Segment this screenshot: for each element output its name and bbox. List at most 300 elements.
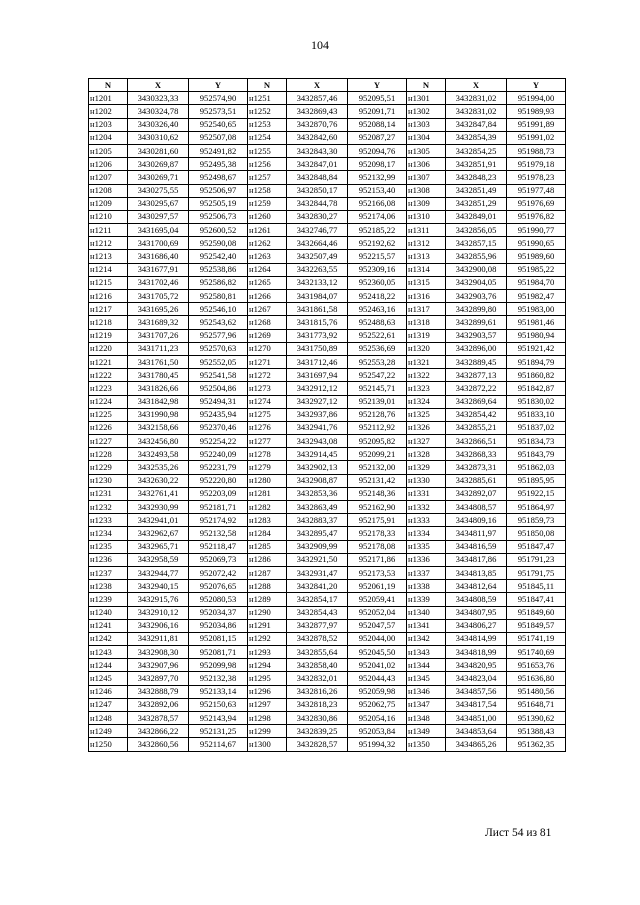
table-cell-y-coordinate: 952240,09 [189,448,248,461]
table-cell-x-coordinate: 3432888,79 [128,685,189,698]
table-cell-y-coordinate: 952081,71 [189,646,248,659]
table-cell-y-coordinate: 951979,18 [507,158,566,171]
table-cell-x-coordinate: 3432842,60 [287,131,348,144]
table-cell-x-coordinate: 3434817,86 [446,553,507,566]
table-cell-point-id: н1329 [407,461,446,474]
table-cell-point-id: н1335 [407,540,446,553]
table-cell-y-coordinate: 952091,71 [348,105,407,118]
table-cell-point-id: н1342 [407,632,446,645]
table-cell-point-id: н1325 [407,408,446,421]
table-row [89,290,566,303]
table-cell-point-id: н1302 [407,105,446,118]
table-cell-point-id: н1326 [407,421,446,434]
table-header-row [89,79,566,92]
table-cell-x-coordinate: 3431686,40 [128,250,189,263]
table-cell-point-id: н1226 [89,421,128,434]
table-cell-y-coordinate: 952098,17 [348,158,407,171]
table-cell-x-coordinate: 3434808,59 [446,593,507,606]
table-cell-y-coordinate: 952081,15 [189,632,248,645]
table-cell-point-id: н1290 [248,606,287,619]
table-cell-y-coordinate: 951862,03 [507,461,566,474]
table-cell-x-coordinate: 3432830,86 [287,712,348,725]
table-row [89,435,566,448]
table-row [89,369,566,382]
table-cell-x-coordinate: 3434853,64 [446,725,507,738]
table-cell-point-id: н1229 [89,461,128,474]
table-cell-y-coordinate: 951984,70 [507,276,566,289]
table-cell-point-id: н1308 [407,184,446,197]
table-cell-x-coordinate: 3431689,32 [128,316,189,329]
table-cell-x-coordinate: 3432854,39 [446,131,507,144]
table-cell-point-id: н1210 [89,210,128,223]
table-cell-y-coordinate: 952192,62 [348,237,407,250]
table-row [89,527,566,540]
table-cell-y-coordinate: 951991,02 [507,131,566,144]
table-cell-y-coordinate: 951864,97 [507,501,566,514]
table-row [89,224,566,237]
table-cell-y-coordinate: 952546,10 [189,303,248,316]
table-cell-x-coordinate: 3432857,46 [287,92,348,105]
table-cell-y-coordinate: 951842,87 [507,382,566,395]
table-cell-point-id: н1293 [248,646,287,659]
table-cell-point-id: н1257 [248,171,287,184]
table-cell-y-coordinate: 952099,98 [189,659,248,672]
table-cell-point-id: н1332 [407,501,446,514]
table-cell-y-coordinate: 952178,33 [348,527,407,540]
table-cell-x-coordinate: 3432872,22 [446,382,507,395]
table-row [89,382,566,395]
table-cell-point-id: н1299 [248,725,287,738]
table-cell-point-id: н1312 [407,237,446,250]
table-cell-point-id: н1324 [407,395,446,408]
table-cell-y-coordinate: 951988,73 [507,144,566,157]
table-cell-point-id: н1215 [89,276,128,289]
table-cell-y-coordinate: 952053,84 [348,725,407,738]
table-cell-y-coordinate: 952145,71 [348,382,407,395]
table-cell-x-coordinate: 3432895,47 [287,527,348,540]
table-cell-point-id: н1349 [407,725,446,738]
table-cell-x-coordinate: 3431695,04 [128,224,189,237]
table-cell-y-coordinate: 951390,62 [507,712,566,725]
table-cell-x-coordinate: 3434865,26 [446,738,507,751]
table-cell-point-id: н1256 [248,158,287,171]
table-cell-x-coordinate: 3434857,56 [446,685,507,698]
table-row [89,738,566,751]
table-cell-point-id: н1327 [407,435,446,448]
table-cell-point-id: н1219 [89,329,128,342]
table-cell-point-id: н1224 [89,395,128,408]
table-cell-point-id: н1211 [89,224,128,237]
table-cell-y-coordinate: 951994,32 [348,738,407,751]
table-row [89,461,566,474]
table-cell-y-coordinate: 952506,73 [189,210,248,223]
table-cell-point-id: н1218 [89,316,128,329]
table-cell-point-id: н1250 [89,738,128,751]
table-row [89,144,566,157]
table-cell-point-id: н1305 [407,144,446,157]
column-header-y: Y [189,79,248,92]
table-row [89,725,566,738]
table-cell-x-coordinate: 3432902,13 [287,461,348,474]
table-cell-y-coordinate: 952062,75 [348,698,407,711]
table-cell-x-coordinate: 3432915,76 [128,593,189,606]
table-cell-x-coordinate: 3432858,40 [287,659,348,672]
table-cell-point-id: н1303 [407,118,446,131]
table-cell-point-id: н1225 [89,408,128,421]
table-cell-x-coordinate: 3432832,01 [287,672,348,685]
table-cell-point-id: н1241 [89,619,128,632]
table-cell-y-coordinate: 952573,51 [189,105,248,118]
table-cell-x-coordinate: 3432857,15 [446,237,507,250]
table-cell-y-coordinate: 952504,86 [189,382,248,395]
table-cell-y-coordinate: 951989,93 [507,105,566,118]
table-cell-point-id: н1201 [89,92,128,105]
table-cell-point-id: н1278 [248,448,287,461]
table-cell-x-coordinate: 3432863,49 [287,501,348,514]
table-cell-x-coordinate: 3432860,56 [128,738,189,751]
table-cell-x-coordinate: 3432878,57 [128,712,189,725]
table-cell-point-id: н1347 [407,698,446,711]
table-cell-x-coordinate: 3434813,85 [446,566,507,579]
table-cell-point-id: н1344 [407,659,446,672]
table-cell-x-coordinate: 3431705,72 [128,290,189,303]
table-cell-y-coordinate: 952133,14 [189,685,248,698]
table-cell-point-id: н1286 [248,553,287,566]
table-cell-point-id: н1289 [248,593,287,606]
table-cell-y-coordinate: 952139,01 [348,395,407,408]
table-cell-y-coordinate: 952041,02 [348,659,407,672]
table-cell-x-coordinate: 3434807,95 [446,606,507,619]
table-cell-point-id: н1319 [407,329,446,342]
table-cell-point-id: н1294 [248,659,287,672]
table-row [89,593,566,606]
table-cell-point-id: н1320 [407,342,446,355]
table-row [89,606,566,619]
table-cell-point-id: н1237 [89,566,128,579]
table-cell-point-id: н1268 [248,316,287,329]
table-cell-x-coordinate: 3432911,81 [128,632,189,645]
table-cell-point-id: н1313 [407,250,446,263]
table-row [89,237,566,250]
table-cell-y-coordinate: 952220,80 [189,474,248,487]
table-cell-y-coordinate: 951990,65 [507,237,566,250]
table-cell-y-coordinate: 952069,73 [189,553,248,566]
table-cell-x-coordinate: 3432937,86 [287,408,348,421]
table-cell-point-id: н1292 [248,632,287,645]
table-cell-y-coordinate: 952114,67 [189,738,248,751]
table-cell-x-coordinate: 3432892,06 [128,698,189,711]
table-cell-x-coordinate: 3432855,96 [446,250,507,263]
table-row [89,514,566,527]
table-cell-point-id: н1310 [407,210,446,223]
table-cell-x-coordinate: 3432899,80 [446,303,507,316]
table-cell-point-id: н1288 [248,580,287,593]
table-cell-x-coordinate: 3432907,96 [128,659,189,672]
table-cell-point-id: н1235 [89,540,128,553]
table-cell-point-id: н1307 [407,171,446,184]
table-cell-y-coordinate: 951833,10 [507,408,566,421]
table-cell-point-id: н1252 [248,105,287,118]
table-row [89,250,566,263]
table-cell-y-coordinate: 952181,71 [189,501,248,514]
table-cell-point-id: н1334 [407,527,446,540]
table-cell-x-coordinate: 3431773,92 [287,329,348,342]
table-cell-x-coordinate: 3432906,16 [128,619,189,632]
table-cell-point-id: н1223 [89,382,128,395]
table-cell-y-coordinate: 951847,41 [507,593,566,606]
table-cell-point-id: н1280 [248,474,287,487]
table-cell-y-coordinate: 952231,79 [189,461,248,474]
column-header-n: N [89,79,128,92]
table-cell-y-coordinate: 952586,82 [189,276,248,289]
table-cell-x-coordinate: 3432896,00 [446,342,507,355]
table-cell-x-coordinate: 3432746,77 [287,224,348,237]
table-cell-x-coordinate: 3432828,57 [287,738,348,751]
table-cell-point-id: н1284 [248,527,287,540]
column-header-n: N [407,79,446,92]
table-cell-x-coordinate: 3431815,76 [287,316,348,329]
table-cell-y-coordinate: 951843,79 [507,448,566,461]
table-cell-y-coordinate: 951985,22 [507,263,566,276]
table-cell-y-coordinate: 952095,82 [348,435,407,448]
table-row [89,646,566,659]
table-cell-x-coordinate: 3432856,05 [446,224,507,237]
table-cell-x-coordinate: 3434814,99 [446,632,507,645]
table-cell-x-coordinate: 3432664,46 [287,237,348,250]
table-row [89,303,566,316]
table-cell-y-coordinate: 952112,92 [348,421,407,434]
table-cell-point-id: н1340 [407,606,446,619]
table-cell-point-id: н1321 [407,355,446,368]
table-cell-y-coordinate: 951991,89 [507,118,566,131]
table-cell-y-coordinate: 952506,97 [189,184,248,197]
table-cell-x-coordinate: 3432903,57 [446,329,507,342]
table-cell-x-coordinate: 3432854,43 [287,606,348,619]
table-cell-point-id: н1338 [407,580,446,593]
table-cell-y-coordinate: 952494,31 [189,395,248,408]
table-row [89,474,566,487]
table-cell-x-coordinate: 3432843,30 [287,144,348,157]
table-cell-point-id: н1253 [248,118,287,131]
table-cell-point-id: н1255 [248,144,287,157]
table-cell-y-coordinate: 951850,08 [507,527,566,540]
table-cell-y-coordinate: 952148,36 [348,487,407,500]
table-cell-x-coordinate: 3432848,23 [446,171,507,184]
table-cell-y-coordinate: 951791,23 [507,553,566,566]
table-cell-y-coordinate: 952054,16 [348,712,407,725]
column-header-x: X [128,79,189,92]
table-cell-x-coordinate: 3434809,16 [446,514,507,527]
table-cell-point-id: н1300 [248,738,287,751]
table-cell-x-coordinate: 3432456,80 [128,435,189,448]
table-cell-y-coordinate: 952215,57 [348,250,407,263]
table-cell-point-id: н1214 [89,263,128,276]
table-cell-point-id: н1259 [248,197,287,210]
table-cell-point-id: н1236 [89,553,128,566]
table-cell-y-coordinate: 952203,09 [189,487,248,500]
table-row [89,342,566,355]
table-cell-x-coordinate: 3432909,99 [287,540,348,553]
table-cell-x-coordinate: 3431842,98 [128,395,189,408]
table-cell-y-coordinate: 951636,80 [507,672,566,685]
table-cell-y-coordinate: 952076,65 [189,580,248,593]
table-cell-point-id: н1281 [248,487,287,500]
table-cell-y-coordinate: 952061,19 [348,580,407,593]
table-cell-x-coordinate: 3431990,98 [128,408,189,421]
table-cell-y-coordinate: 952547,22 [348,369,407,382]
table-cell-point-id: н1317 [407,303,446,316]
table-cell-x-coordinate: 3432535,26 [128,461,189,474]
table-cell-x-coordinate: 3432849,01 [446,210,507,223]
table-cell-y-coordinate: 952254,22 [189,435,248,448]
table-cell-x-coordinate: 3432761,41 [128,487,189,500]
table-cell-point-id: н1203 [89,118,128,131]
table-row [89,685,566,698]
table-cell-x-coordinate: 3431677,91 [128,263,189,276]
page-number: 104 [311,38,329,52]
table-cell-point-id: н1232 [89,501,128,514]
table-row [89,619,566,632]
table-cell-y-coordinate: 952178,08 [348,540,407,553]
table-cell-point-id: н1248 [89,712,128,725]
table-cell-y-coordinate: 952580,81 [189,290,248,303]
column-header-x: X [287,79,348,92]
table-cell-y-coordinate: 951994,00 [507,92,566,105]
table-cell-x-coordinate: 3434811,97 [446,527,507,540]
table-cell-point-id: н1242 [89,632,128,645]
table-cell-x-coordinate: 3434817,54 [446,698,507,711]
table-cell-y-coordinate: 952131,25 [189,725,248,738]
table-row [89,171,566,184]
table-cell-x-coordinate: 3431697,94 [287,369,348,382]
table-cell-x-coordinate: 3432630,22 [128,474,189,487]
table-cell-point-id: н1296 [248,685,287,698]
table-cell-x-coordinate: 3432897,70 [128,672,189,685]
table-cell-point-id: н1234 [89,527,128,540]
table-cell-point-id: н1277 [248,435,287,448]
table-cell-y-coordinate: 952044,00 [348,632,407,645]
table-cell-x-coordinate: 3432850,17 [287,184,348,197]
table-cell-x-coordinate: 3432844,78 [287,197,348,210]
table-cell-y-coordinate: 952132,38 [189,672,248,685]
table-cell-x-coordinate: 3431712,46 [287,355,348,368]
table-row [89,421,566,434]
table-cell-y-coordinate: 952059,41 [348,593,407,606]
table-cell-x-coordinate: 3432940,15 [128,580,189,593]
table-row [89,566,566,579]
table-cell-y-coordinate: 952044,43 [348,672,407,685]
table-cell-point-id: н1269 [248,329,287,342]
table-cell-y-coordinate: 951837,02 [507,421,566,434]
table-cell-y-coordinate: 951977,48 [507,184,566,197]
table-cell-point-id: н1258 [248,184,287,197]
table-cell-x-coordinate: 3432133,12 [287,276,348,289]
table-cell-x-coordinate: 3432855,64 [287,646,348,659]
table-cell-y-coordinate: 951976,82 [507,210,566,223]
table-cell-point-id: н1282 [248,501,287,514]
table-cell-point-id: н1208 [89,184,128,197]
table-cell-point-id: н1350 [407,738,446,751]
table-cell-point-id: н1233 [89,514,128,527]
table-cell-x-coordinate: 3430275,55 [128,184,189,197]
table-cell-point-id: н1206 [89,158,128,171]
table-cell-x-coordinate: 3432914,45 [287,448,348,461]
table-cell-y-coordinate: 952463,16 [348,303,407,316]
table-cell-x-coordinate: 3432866,22 [128,725,189,738]
table-cell-y-coordinate: 952309,16 [348,263,407,276]
table-cell-x-coordinate: 3430281,60 [128,144,189,157]
table-cell-x-coordinate: 3432507,49 [287,250,348,263]
table-cell-y-coordinate: 952132,58 [189,527,248,540]
table-cell-point-id: н1304 [407,131,446,144]
coordinates-table [88,78,566,752]
table-cell-point-id: н1228 [89,448,128,461]
table-row [89,712,566,725]
table-row [89,210,566,223]
table-cell-point-id: н1209 [89,197,128,210]
table-cell-y-coordinate: 952507,08 [189,131,248,144]
table-cell-x-coordinate: 3432927,12 [287,395,348,408]
table-cell-y-coordinate: 952552,05 [189,355,248,368]
table-cell-y-coordinate: 952600,52 [189,224,248,237]
table-cell-x-coordinate: 3432263,55 [287,263,348,276]
table-cell-x-coordinate: 3432885,61 [446,474,507,487]
table-row [89,118,566,131]
table-cell-point-id: н1222 [89,369,128,382]
table-cell-point-id: н1216 [89,290,128,303]
table-cell-x-coordinate: 3431702,46 [128,276,189,289]
table-cell-y-coordinate: 951981,46 [507,316,566,329]
table-body [89,92,566,751]
table-cell-x-coordinate: 3432870,76 [287,118,348,131]
table-cell-y-coordinate: 952171,86 [348,553,407,566]
table-cell-y-coordinate: 952495,38 [189,158,248,171]
table-cell-point-id: н1270 [248,342,287,355]
table-cell-point-id: н1202 [89,105,128,118]
table-cell-y-coordinate: 952185,22 [348,224,407,237]
table-cell-x-coordinate: 3434816,59 [446,540,507,553]
table-cell-x-coordinate: 3432841,20 [287,580,348,593]
table-cell-y-coordinate: 952491,82 [189,144,248,157]
table-row [89,540,566,553]
table-cell-point-id: н1264 [248,263,287,276]
table-cell-y-coordinate: 951982,47 [507,290,566,303]
table-cell-x-coordinate: 3432910,12 [128,606,189,619]
table-cell-x-coordinate: 3432831,02 [446,105,507,118]
table-cell-x-coordinate: 3431750,89 [287,342,348,355]
table-cell-y-coordinate: 952522,61 [348,329,407,342]
table-cell-y-coordinate: 952360,05 [348,276,407,289]
table-cell-x-coordinate: 3432493,58 [128,448,189,461]
table-cell-point-id: н1249 [89,725,128,738]
table-cell-x-coordinate: 3432900,08 [446,263,507,276]
table-row [89,197,566,210]
table-cell-point-id: н1245 [89,672,128,685]
table-cell-point-id: н1276 [248,421,287,434]
table-cell-x-coordinate: 3432899,61 [446,316,507,329]
table-row [89,92,566,105]
table-cell-point-id: н1315 [407,276,446,289]
table-cell-x-coordinate: 3432903,76 [446,290,507,303]
table-cell-y-coordinate: 952088,14 [348,118,407,131]
table-cell-point-id: н1227 [89,435,128,448]
table-cell-x-coordinate: 3432958,59 [128,553,189,566]
table-cell-x-coordinate: 3432965,71 [128,540,189,553]
table-cell-point-id: н1238 [89,580,128,593]
table-cell-x-coordinate: 3432851,29 [446,197,507,210]
table-cell-x-coordinate: 3432877,13 [446,369,507,382]
table-cell-x-coordinate: 3432854,42 [446,408,507,421]
